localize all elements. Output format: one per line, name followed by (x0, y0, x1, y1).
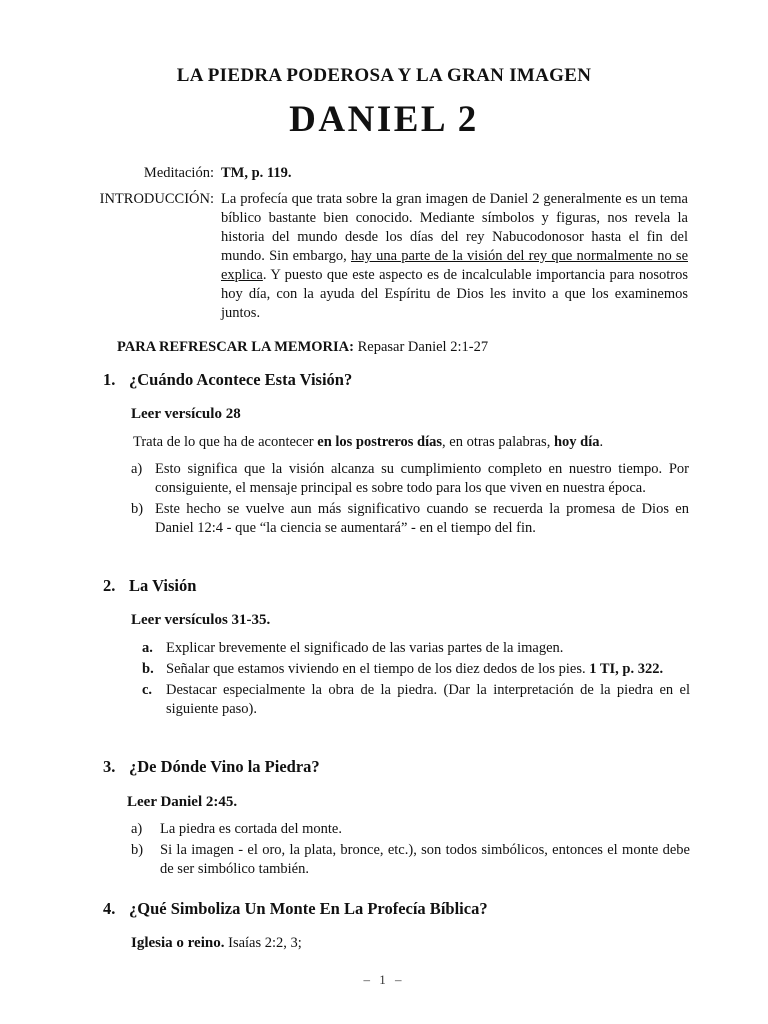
list-item: a) La piedra es cortada del monte. (131, 821, 342, 837)
document-subtitle: LA PIEDRA PODEROSA Y LA GRAN IMAGEN (176, 65, 592, 86)
refrescar-value: Repasar Daniel 2:1-27 (357, 339, 489, 355)
refrescar-line (117, 338, 488, 357)
section-2-heading: 2. La Visión (103, 576, 197, 595)
refrescar-label: PARA REFRESCAR LA MEMORIA: (117, 339, 354, 355)
section-1-lead: Leer versículo 28 (131, 406, 241, 422)
introduccion-text: La profecía que trata sobre la gran imagen de Daniel 2 generalmente es un tema bíblico bastante bien conocido. Mediante símbolos y figuras, nos revela la historia del mundo desde los días del rey Nabucodonosor hasta el fin del mundo. Sin embargo, hay una parte de la visión del rey que normalmente no se explica. Y puesto que este aspecto es de incalculable importancia para nosotros hoy día, con la ayuda del Espíritu de Dios les invito a que los examinemos juntos. (221, 191, 688, 321)
section-3-heading: 3. ¿De Dónde Vino la Piedra? (103, 757, 320, 776)
list-item: b) Este hecho se vuelve aun más significativo cuando se recuerda la promesa de Dios en Daniel 12:4 - que “la ciencia se aumentará” - en el tiempo del fin. (131, 501, 689, 536)
list-item: c. Destacar especialmente la obra de la piedra. (Dar la interpretación de la piedra en el siguiente paso). (142, 682, 690, 717)
meditacion-label: Meditación: (143, 165, 214, 181)
list-item: b. Señalar que estamos viviendo en el tiempo de los diez dedos de los pies. 1 TI, p. 322. (142, 661, 664, 677)
document-title: DANIEL 2 (289, 99, 479, 140)
section-3-lead: Leer Daniel 2:45. (127, 794, 238, 810)
introduccion-underlined: hay una parte de la visión del rey que normalmente no se explica (221, 248, 688, 283)
list-item: b) Si la imagen - el oro, la plata, bronce, etc.), son todos simbólicos, entonces el monte debe de ser simbólico también. (131, 842, 690, 877)
section-4-heading: 4. ¿Qué Simboliza Un Monte En La Profecía Bíblica? (103, 899, 488, 918)
meditacion-value: TM, p. 119. (221, 165, 292, 181)
list-item: a) Esto significa que la visión alcanza su cumplimiento completo en nuestro tiempo. Por consiguiente, el mensaje principal es sobre todo para los que viven en nuestra época. (131, 461, 689, 496)
section-4-lead: Iglesia o reino. Isaías 2:2, 3; (131, 935, 302, 951)
page-number: – 1 – (363, 972, 405, 987)
section-1-heading: 1. ¿Cuándo Acontece Esta Visión? (103, 370, 353, 389)
section-3-list (131, 820, 690, 879)
section-1-paragraph: Trata de lo que ha de acontecer en los postreros días, en otras palabras, hoy día. (133, 434, 604, 450)
section-2-list (142, 639, 690, 719)
introduccion-label: INTRODUCCIÓN: (99, 191, 214, 207)
list-item: a. Explicar brevemente el significado de las varias partes de la imagen. (142, 640, 564, 656)
section-1-list (131, 460, 689, 538)
section-2-lead: Leer versículos 31-35. (131, 612, 271, 628)
